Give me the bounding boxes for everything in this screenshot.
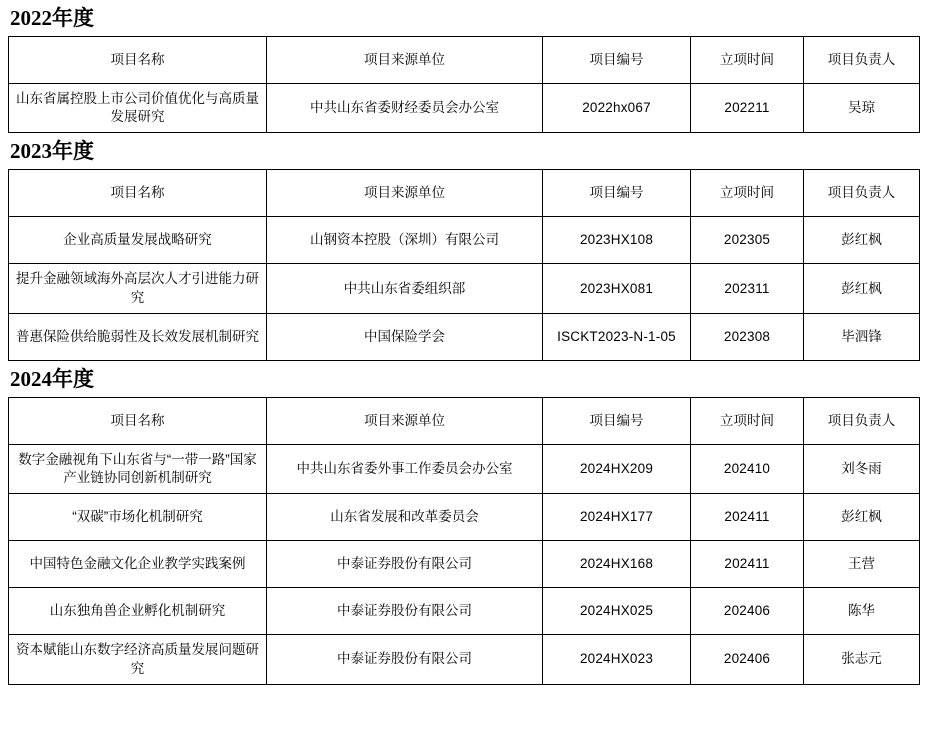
column-header-approval-date: 立项时间 [691,37,804,84]
table-row [9,84,920,133]
cell-leader: 彭红枫 [804,494,920,541]
cell-project-code: 2023HX081 [543,264,691,313]
cell-approval-date: 202406 [691,588,804,635]
cell-leader: 王营 [804,541,920,588]
table-row [9,217,920,264]
cell-leader: 刘冬雨 [804,444,920,493]
cell-project-name: 数字金融视角下山东省与“一带一路”国家产业链协同创新机制研究 [9,444,267,493]
section-title-2022: 2022年度 [10,6,94,30]
cell-source-unit: 山钢资本控股（深圳）有限公司 [267,217,543,264]
table-header-row [9,170,920,217]
column-header-leader: 项目负责人 [804,37,920,84]
cell-project-name: 提升金融领域海外高层次人才引进能力研究 [9,264,267,313]
column-header-project-code: 项目编号 [543,170,691,217]
cell-leader: 张志元 [804,635,920,684]
column-header-source-unit: 项目来源单位 [267,397,543,444]
projects-table-2022 [8,36,920,133]
cell-leader: 吴琼 [804,84,920,133]
column-header-project-name: 项目名称 [9,37,267,84]
cell-project-code: 2024HX025 [543,588,691,635]
cell-project-code: 2024HX023 [543,635,691,684]
section-title-2024: 2024年度 [10,366,94,391]
column-header-approval-date: 立项时间 [691,170,804,217]
column-header-approval-date: 立项时间 [691,397,804,444]
cell-approval-date: 202308 [691,313,804,360]
cell-approval-date: 202410 [691,444,804,493]
cell-project-code: 2024HX177 [543,494,691,541]
cell-source-unit: 山东省发展和改革委员会 [267,494,543,541]
cell-project-name: 普惠保险供给脆弱性及长效发展机制研究 [9,313,267,360]
cell-project-name: 企业高质量发展战略研究 [9,217,267,264]
table-row [9,264,920,313]
cell-approval-date: 202411 [691,494,804,541]
cell-leader: 彭红枫 [804,264,920,313]
table-header-row [9,37,920,84]
section-title-2023: 2023年度 [10,139,94,164]
cell-source-unit: 中共山东省委组织部 [267,264,543,313]
cell-leader: 陈华 [804,588,920,635]
column-header-project-name: 项目名称 [9,397,267,444]
cell-project-name: “双碳”市场化机制研究 [9,494,267,541]
cell-project-code: 2024HX168 [543,541,691,588]
column-header-source-unit: 项目来源单位 [267,170,543,217]
cell-project-code: 2022hx067 [543,84,691,133]
column-header-project-code: 项目编号 [543,397,691,444]
cell-project-name: 资本赋能山东数字经济高质量发展问题研究 [9,635,267,684]
cell-source-unit: 中国保险学会 [267,313,543,360]
table-row [9,635,920,684]
column-header-source-unit: 项目来源单位 [267,37,543,84]
cell-source-unit: 中泰证券股份有限公司 [267,635,543,684]
cell-source-unit: 中共山东省委财经委员会办公室 [267,84,543,133]
cell-project-code: ISCKT2023-N-1-05 [543,313,691,360]
cell-project-name: 山东省属控股上市公司价值优化与高质量发展研究 [9,84,267,133]
table-row [9,313,920,360]
cell-approval-date: 202411 [691,541,804,588]
cell-source-unit: 中泰证券股份有限公司 [267,541,543,588]
cell-approval-date: 202311 [691,264,804,313]
cell-approval-date: 202406 [691,635,804,684]
cell-project-name: 中国特色金融文化企业教学实践案例 [9,541,267,588]
column-header-project-code: 项目编号 [543,37,691,84]
table-row [9,588,920,635]
projects-table-2023 [8,169,920,360]
cell-leader: 毕泗锋 [804,313,920,360]
cell-project-code: 2024HX209 [543,444,691,493]
table-row [9,541,920,588]
cell-approval-date: 202305 [691,217,804,264]
column-header-leader: 项目负责人 [804,170,920,217]
table-row [9,494,920,541]
cell-source-unit: 中泰证券股份有限公司 [267,588,543,635]
projects-table-2024 [8,397,920,685]
cell-project-name: 山东独角兽企业孵化机制研究 [9,588,267,635]
cell-source-unit: 中共山东省委外事工作委员会办公室 [267,444,543,493]
cell-leader: 彭红枫 [804,217,920,264]
table-header-row [9,397,920,444]
column-header-leader: 项目负责人 [804,397,920,444]
cell-project-code: 2023HX108 [543,217,691,264]
table-row [9,444,920,493]
cell-approval-date: 202211 [691,84,804,133]
column-header-project-name: 项目名称 [9,170,267,217]
